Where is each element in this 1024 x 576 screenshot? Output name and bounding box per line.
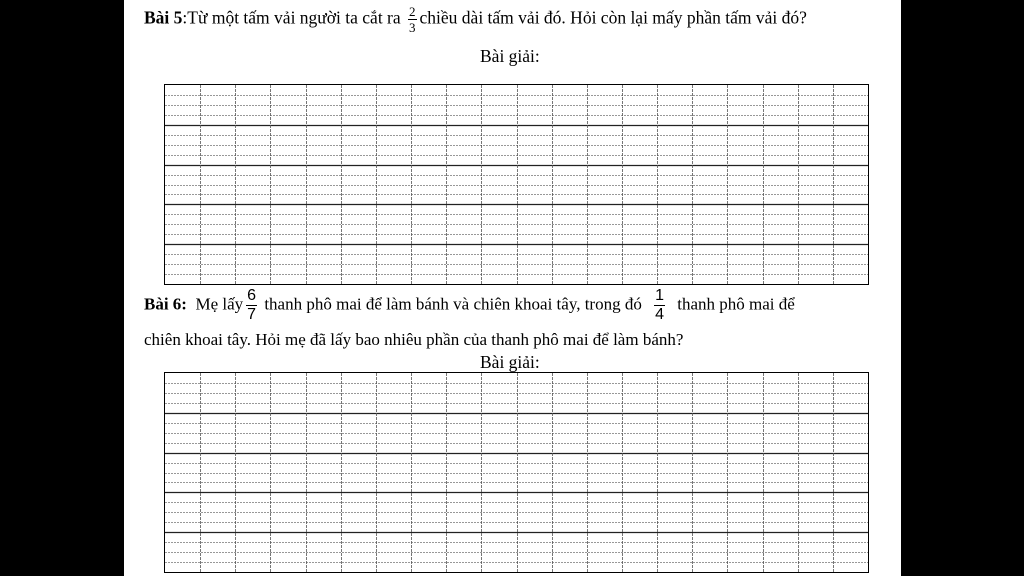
answer-writing-grid-6[interactable] <box>164 372 869 573</box>
problem-6-text-3: thanh phô mai để <box>677 294 795 314</box>
answer-writing-grid-5[interactable] <box>164 84 869 285</box>
worksheet-page <box>124 0 901 576</box>
problem-6-text-line-2: chiên khoai tây. Hỏi mẹ đã lấy bao nhiêu phần của thanh phô mai để làm bánh? <box>144 330 684 349</box>
solution-heading-5: Bài giải: <box>480 46 540 66</box>
fraction-denominator: 4 <box>655 306 665 323</box>
fraction-one-quarter <box>654 288 665 323</box>
fraction-two-thirds <box>408 5 417 34</box>
problem-6-text-line-1 <box>144 288 795 323</box>
fraction-numerator: 6 <box>247 287 257 304</box>
problem-5-text-before: :Từ một tấm vải người ta cắt ra <box>182 7 401 28</box>
grid-lines <box>165 373 868 572</box>
fraction-denominator: 3 <box>409 20 416 35</box>
grid-lines <box>165 85 868 284</box>
problem-6-text-2: thanh phô mai để làm bánh và chiên khoai tây, trong đó <box>264 294 642 314</box>
fraction-numerator: 1 <box>655 287 665 304</box>
problem-5-text <box>144 5 807 34</box>
fraction-six-sevenths <box>246 288 257 323</box>
fraction-denominator: 7 <box>247 306 257 323</box>
solution-heading-6: Bài giải: <box>480 352 540 372</box>
problem-5-text-after: chiều dài tấm vải đó. Hỏi còn lại mấy phần tấm vải đó? <box>419 7 807 28</box>
problem-6-label: Bài 6: <box>144 294 187 314</box>
problem-6-text-1: Mẹ lấy <box>195 294 244 314</box>
fraction-numerator: 2 <box>409 4 416 19</box>
problem-5-label: Bài 5 <box>144 7 183 28</box>
